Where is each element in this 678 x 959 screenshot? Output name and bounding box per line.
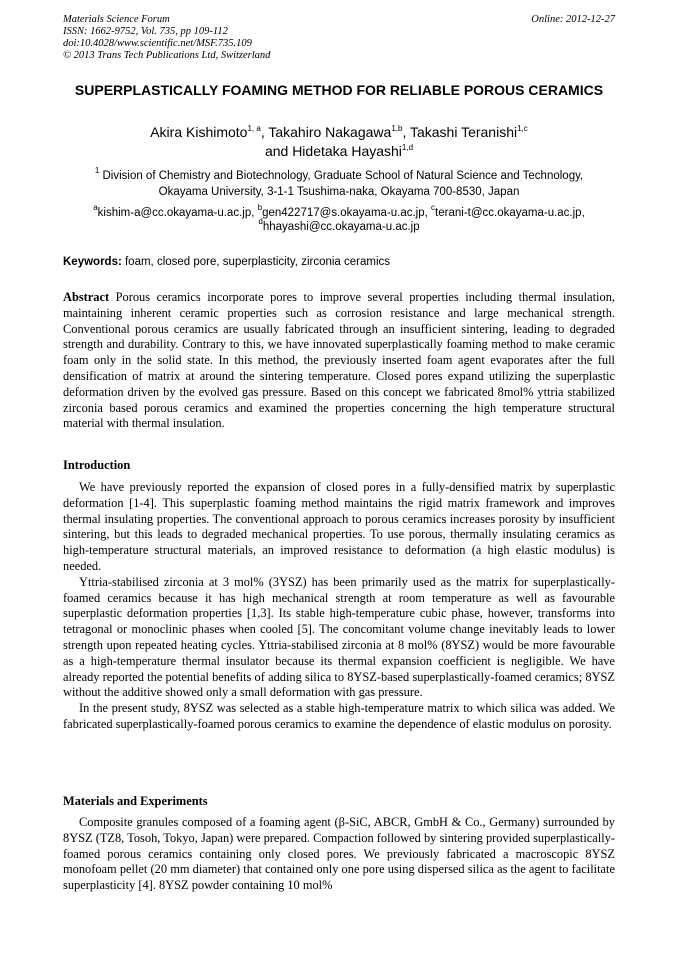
introduction-body: [63, 480, 615, 733]
email-sup: c: [431, 203, 436, 212]
author-name: Akira Kishimoto: [150, 124, 248, 140]
paragraph: In the present study, 8YSZ was selected as a stable high-temperature matrix to which silica was added. We fabricated superplastically-foamed porous ceramics to examine the dependence of elastic modulus on porosity.: [63, 701, 615, 731]
abstract: [63, 290, 615, 432]
online-date: Online: 2012-12-27: [531, 14, 615, 25]
author-separator: and: [264, 143, 293, 159]
affiliation-sup: 1: [94, 166, 100, 175]
email-address: terani-t@cc.okayama-u.ac.jp,: [435, 207, 585, 219]
author-separator: ,: [402, 124, 410, 140]
keywords-text: foam, closed pore, superplasticity, zirconia ceramics: [121, 256, 391, 268]
paragraph: Yttria-stabilised zirconia at 3 mol% (3YSZ) has been primarily used as the matrix for superplastically-foamed ceramics because it has high mechanical strength at room temperature as well as favourable superplastic deformation properties [1,3]. Its stable high-temperature cubic phase, however, transforms into tetragonal or monoclinic phases when cooled [5]. The concomitant volume change inevitably leads to lower strength upon repeated heating cycles. Yttria-stabilised zirconia at 8 mol% (8YSZ) would be more favourable as a high-temperature thermal insulator because its thermal expansion coefficient is negligible. We have already reported the potential benefits of adding silica to 8YSZ-based superplastically-foamed ceramics; 8YSZ without the additive showed only a small deformation with gas pressure.: [63, 574, 615, 700]
section-heading-materials: Materials and Experiments: [63, 794, 208, 808]
author-sup: 1,b: [391, 124, 403, 133]
email-list: [63, 203, 615, 234]
email-line-2: [63, 217, 615, 234]
author-name: Takahiro Nakagawa: [268, 124, 392, 140]
author-sup: 1, a: [247, 124, 261, 133]
author-sup: 1,d: [401, 143, 414, 152]
abstract-label: Abstract: [63, 290, 110, 304]
keywords: [63, 255, 615, 269]
email-address: kishim-a@cc.okayama-u.ac.jp,: [97, 207, 255, 219]
keywords-label: Keywords:: [63, 256, 122, 268]
journal-name: Materials Science Forum: [63, 14, 170, 25]
journal-header: [63, 14, 615, 62]
abstract-text: Porous ceramics incorporate pores to improve several properties including thermal insulation, maintaining inherent ceramic properties such as corrosion resistance and large mechanical strength. Conventional porous ceramics are usually fabricated through an insufficient sintering, leading to degraded strength and durability. Contrary to this, we have innovated superplastically foaming method to make ceramic foam only in the solid state. In this method, the previously inserted foam agent evaporates after the full densification of matrix at around the sintering temperature. Closed pores expand utilizing the superplastic deformation driven by the evolved gas pressure. Based on this concept we fabricated 8mol% yttria stabilized zirconia based porous ceramics and examined the properties concerning the high temperature structural material with thermal insulation.: [63, 290, 615, 431]
affiliation: [63, 168, 615, 200]
affiliation-line-1: [63, 168, 615, 184]
affiliation-line-2: Okayama University, 3-1-1 Tsushima-naka, Okayama 700-8530, Japan: [158, 186, 520, 198]
email-sup: a: [93, 203, 98, 212]
email-address: gen422717@s.okayama-u.ac.jp,: [262, 207, 428, 219]
author-list: [63, 123, 615, 161]
materials-body: [63, 815, 615, 894]
paragraph: We have previously reported the expansion of closed pores in a fully-densified matrix by superplastic deformation [1-4]. This superplastic foaming method maintains the rigid matrix framework and improves thermal insulating properties. The conventional approach to porous ceramics increases porosity by insufficient sintering, but this leads to degraded mechanical properties. To use porous, thermally insulating ceramics as high-temperature structural materials, an improved resistance to deformation (a high elastic modulus) is needed.: [63, 480, 615, 573]
author-name: Hidetaka Hayashi: [292, 143, 402, 159]
email-sup: d: [258, 217, 263, 226]
author-sup: 1,c: [517, 124, 528, 133]
author-name: Takashi Teranishi: [409, 124, 518, 140]
paragraph: Composite granules composed of a foaming agent (β-SiC, ABCR, GmbH & Co., Germany) surrounded by 8YSZ (TZ8, Tosoh, Tokyo, Japan) were prepared. Compaction followed by sintering provided superplastically-foamed porous ceramics containing only closed pores. We previously fabricated a macroscopic 8YSZ monofoam pellet (20 mm diameter) that contained only one pore using dispersed silica as the agent to facilitate superplasticity [4]. 8YSZ powder containing 10 mol%: [63, 815, 615, 893]
paper-title: SUPERPLASTICALLY FOAMING METHOD FOR RELIABLE POROUS CERAMICS: [74, 82, 604, 98]
email-sup: b: [257, 203, 263, 212]
affiliation-text: Division of Chemistry and Biotechnology, Graduate School of Natural Science and Technology,: [102, 170, 584, 182]
email-address: hhayashi@cc.okayama-u.ac.jp: [262, 221, 420, 233]
journal-doi: doi:10.4028/www.scientific.net/MSF.735.109: [63, 38, 252, 49]
section-heading-introduction: Introduction: [63, 458, 131, 472]
author-separator: ,: [260, 124, 269, 140]
email-line-1: [63, 203, 615, 220]
journal-issn: ISSN: 1662-9752, Vol. 735, pp 109-112: [63, 26, 228, 37]
journal-copyright: © 2013 Trans Tech Publications Ltd, Switzerland: [63, 50, 271, 61]
